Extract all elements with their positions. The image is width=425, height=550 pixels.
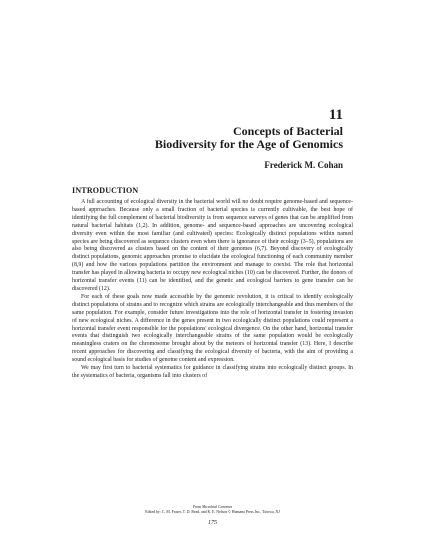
footnote-from-label: From: [192, 505, 203, 509]
footnote-book-title: Microbial Genomes: [202, 505, 233, 509]
paragraph-2: For each of these goals now made accessible by the genomic revolution, it is critical to identify ecologically distinct populations of strains and to recognize which strains are ecologically interchangeable and thus members of the same population. For example, consider future investigations into the role of horizontal transfer in fostering invasion of new ecological niches. A difference in the genes present in two ecologically distinct populations could represent a horizontal transfer event responsible for the populations' ecological divergence. On the other hand, horizontal transfer events that distinguish two ecologically interchangeable strains of the same population would be ecologically meaningless craters on the chromosome brought about by the meteors of horizontal transfer (13). Here, I describe recent approaches for discovering and classifying the ecological diversity of bacteria, with the aim of providing a sound ecological basis for studies of genome content and expression.: [72, 293, 353, 364]
chapter-title-line-2: Biodiversity for the Age of Genomics: [154, 137, 343, 151]
source-footnote: [72, 505, 353, 515]
paragraph-1: A full accounting of ecological diversity in the bacterial world will no doubt require genome-based and sequence-based approaches. Because only a small fraction of bacterial species is currently cultivable, the best hope of identifying the full complement of bacterial biodiversity is from sequence surveys of genes that can be amplified from natural bacterial habitats (1,2). In addition, genome- and sequence-based approaches are uncovering ecological diversity even within the most familiar (and cultivated) species: Ecologically distinct populations within named species are being discovered as sequence clusters even when there is ignorance of their ecology (3–5), populations are also being discovered as clusters based on the content of their genomes (6,7). Beyond discovery of ecologically distinct populations, genomic approaches promise to elucidate the ecological functioning of each community member (8,9) and how the various populations partition the environment and manage to coexist. The role that horizontal transfer has played in allowing bacteria to occupy new ecological niches (10) can be discovered. Further, the donors of horizontal transfer events (11) can be identified, and the genetic and ecological barriers to gene transfer can be discovered (12).: [72, 199, 353, 292]
page-number: 175: [208, 520, 217, 526]
chapter-title-line-1: Concepts of Bacterial: [233, 124, 343, 138]
paragraph-3: We may first turn to bacterial systematics for guidance in classifying strains into ecologically distinct groups. In the systematics of bacteria, organisms fall into clusters of: [72, 365, 353, 379]
chapter-title: [43, 125, 343, 151]
body-text: [72, 199, 353, 381]
section-heading: INTRODUCTION: [72, 186, 139, 195]
footnote-editors: Edited by: C. M. Fraser, T. D. Read, and K. E. Nelson © Humana Press Inc., Totowa, NJ: [145, 510, 280, 514]
chapter-number: 11: [328, 107, 343, 123]
author-name: Frederick M. Cohan: [264, 160, 343, 170]
